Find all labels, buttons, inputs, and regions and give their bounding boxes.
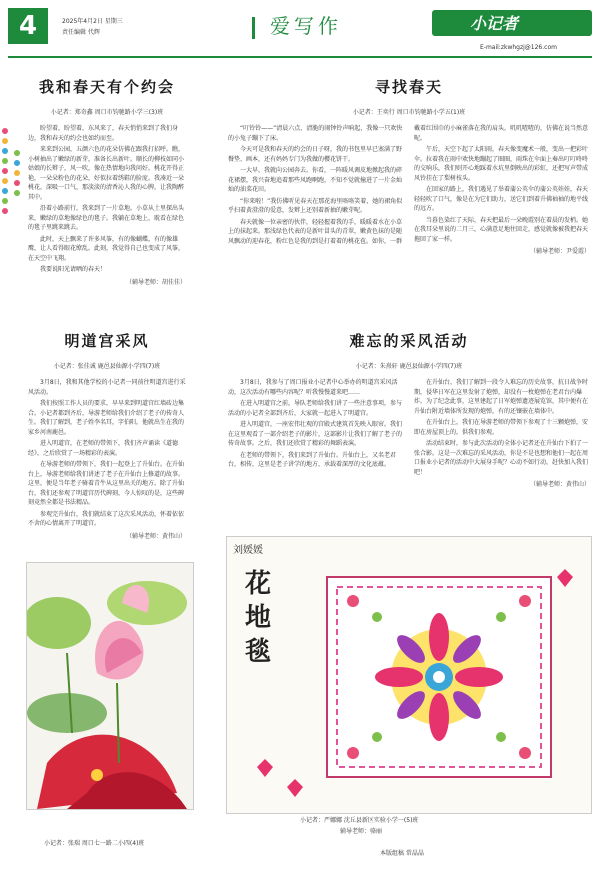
article-title: 明道宫采风 (64, 332, 150, 350)
article-paragraph: 3月8日，我参与了周口报业小记者中心举办的明道宫采风活动，这次活动有哪些内容呢？听我慢慢道来吧…… (228, 379, 398, 396)
article-paragraph: 午后，天空下起了太阳雨，春天像变魔术一般，变出一把彩叶伞。拉着我在雨中欢快地蹦起了圈圈，雨珠在伞面上奏出叮叮咚咚的交响乐，我们则开心地踩着水坑里倒映出的彩虹，还把写声带成风铃挂在了梨树枝头。 (414, 146, 589, 182)
article-paragraph: 在回家的路上，我们遇见了举着蒲公英伞的蒲公英娃娃，春天轻轻吹了口气，像是在为它们助力，送它们到着升佛袖袖的地平线的远方。 (414, 186, 589, 212)
lotus-illustration (27, 563, 193, 809)
article-paragraph: “叮铃铃——”清晨六点，清脆的闹钟铃声响起，我像一只欢快的小兔子蹦下了床。 (228, 125, 403, 142)
article-paragraph: 在老师的带领下，我们来到了升仙台。升仙台上，又名老君台，相传，这里是老子讲学的地方，承载着深厚的文化底蕴。 (228, 451, 397, 468)
article-paragraph: 在升仙台上，我们在导游老师的带领下参观了十三颗炮弹，安即在房屋顶上的，供我们参观。 (414, 419, 589, 436)
article-body (228, 124, 590, 255)
article-spring-date (28, 76, 186, 306)
article-byline: 小记者：王奕行 周口市钧驰路小学五(1)班 (352, 109, 466, 116)
article-paragraph: 我要说阳光请晒的春天！ (40, 266, 107, 273)
header-rule (8, 56, 592, 58)
article-paragraph: 盼望着，盼望着，东风来了，春天悄悄来到了我们身边，我和春天的约会也如约而至。 (28, 125, 179, 142)
section-title: 爱写作 (270, 14, 342, 38)
article-mingdao-palace (28, 330, 186, 556)
article-paragraph: “你来啦！”我仿佛听见春天在那花海里咯咯笑着，她的裙角似乎扫着黄澄澄的爱意，发辫上还别着新抽的嫩芽呢。 (228, 197, 403, 214)
article-paragraph: 在导游老师的带领下，我们一起登上了升仙台。在升仙台上，导游老师给我们讲述了老子在升仙台上修道的故事。这里，便是当年老子骑着青牛从这里出关的地方。除了升仙台，我们还参观了明道宫历代碑刻，今人惊叹的是，这些碑刻竟然全都是书法精品。 (28, 461, 185, 506)
article-paragraph: 一大早，我就向公园奔去。你看，一阵暖风调皮地掀起我的碎花裙摆，我兴奋地追着那些风跑啊跑，不知不觉就撞进了一片金灿灿的油菜花田。 (228, 167, 403, 193)
article-paragraph: 来来到公园，五颜六色的花朵仿佛在跟我打招呼。瞧，小树抽出了嫩绿的新芽，准备长出新叶。顺长的柳枝如同小姑娘的长辫子，风一吹，像在热情地向我问好。桃花开得正艳，一朵朵粉色的花朵，好似拉着绣鞋的脸庞。我凑近一朵桃花，深吸一口气，那淡淡的清香沁人我的心脾，让我陶醉其中。 (28, 146, 185, 201)
article-body (228, 378, 590, 488)
page-number: 4 (8, 8, 48, 44)
drawing-caption: 小记者：张瑞 周口七一路二小四(4)班 (44, 840, 145, 847)
article-paragraph: 进入明道宫，在老师的带领下，我们齐声诵读《道德经》，之后欣赏了一场精彩的表演。 (28, 440, 179, 457)
drawing-teacher: 辅导老师：骆丽 (340, 828, 383, 835)
article-paragraph: 3月8日，我和其他学校的小记者一同前往明道宫进行采风活动。 (28, 379, 186, 396)
article-memorable-trip (228, 330, 590, 526)
article-paragraph: 在进入明道宫之前，导队老师给我们讲了一些注意事项，参与活动的小记者全部到齐后，大家就一起进入了明道宫。 (228, 400, 403, 417)
article-title: 寻找春天 (374, 78, 443, 96)
flower-carpet-drawing (226, 536, 592, 814)
responsible-editor: 责任编辑 代辉 (62, 29, 100, 36)
contact-email: E-mail:zkwhgzj@126.com (480, 44, 557, 51)
article-paragraph: 活动结束时，参与此次活动的全体小记者还在升仙台下拍了一张合影。这是一次难忘的采风活动，你是不是也想和他们一起在周口报业小记者的活动中大展身手呢？心动不如行动，赶快加入我们吧！ (414, 440, 589, 476)
flower-carpet-illustration (227, 537, 591, 813)
issue-date: 2025年4月2日 星期三 (62, 18, 123, 25)
article-teacher: （辅导老师：胡佳佳） (125, 278, 186, 286)
article-paragraph: 春天就像一位亲密的伙伴，轻轻握着我的手，暖暖着水在小草上的抹起来。那浅绿色代表的是新叶冒头的青翠，嫩黄色抹的是随风飘动的迎春花，粉红色是我的到是打着着的桃花苞。如你，一群戴着红围巾的小麻雀落在我的肩头，叽叽喳喳的，仿佛在说当然意呢。 (228, 125, 589, 245)
article-byline: 小记者：张佳诚 鹿邑县仙源小学四(7)班 (53, 363, 161, 370)
article-title: 难忘的采风活动 (349, 332, 469, 350)
page-proofreader: 本版组稿 常晶晶 (380, 850, 424, 857)
article-paragraph: 此时，天上飘来了许多风筝，有的像蝴蝶，有的像雄鹰，让人看得眼花缭乱。此刻，我觉得自己也变成了风筝，在天空中飞翔。 (28, 235, 185, 262)
article-paragraph: 进入明道宫，一座宏伟壮观的宫殿式建筑首先映入眼帘。我们在这里观看了一部介绍老子的影片，这部影片让我们了解了老子的传奇故事。之后，我们还欣赏了精彩的舞蹈表演。 (228, 421, 403, 447)
brand-logo: 小记者 (470, 14, 519, 33)
article-paragraph: 参观完升仙台，我们就结束了这次采风活动，怀着依依不舍的心情离开了明道宫。 (28, 510, 185, 527)
drawing-caption: 小记者：严娜娜 沈丘县新区实验小学一(5)班 (300, 817, 419, 824)
article-paragraph: 沿着小路前行，我来到了一片草地。小草从土里探出头来，嫩绿的草地像绿色的毯子。我躺在草地上，耽看在绿色的毯子里跳来跳去。 (28, 205, 185, 231)
lotus-drawing (26, 562, 194, 810)
drawing-corner-text: 刘媛媛 (233, 545, 263, 556)
article-finding-spring (228, 76, 590, 344)
section-divider (252, 17, 255, 39)
article-title: 我和春天有个约会 (38, 78, 175, 96)
article-paragraph: 当暮色染红了天际，春天把最后一朵晚霞别在着晨的发梢。她在我耳朵里说的二月三，心满意足地往回走，感觉就像被我把春天拖回了家一样。 (414, 216, 589, 243)
article-teacher: （辅导老师：黄伟山） (529, 481, 590, 488)
article-teacher: （辅导老师：尹爱霞） (529, 248, 590, 255)
article-byline: 小记者：朱熹轩 鹿邑县仙源小学四(7)班 (355, 363, 463, 370)
drawing-handwritten-title: 花地毯 (245, 569, 272, 667)
article-byline: 小记者：郑奇鑫 周口市钧驰路小学三(3)班 (50, 109, 164, 116)
decorative-dots (2, 128, 8, 218)
article-paragraph: 在升仙台，我们了解到一段令人难忘的历史故事，抗日战争时期，侵华日军在这里发射了炮弹，却没有一枚炮弹在老君台内爆炸。为了纪念此事，这里建起了日军炮弹遗迹展览馆，其中便有在升仙台附近墙体所发现的炮弹，有的还镶嵌在墙体中。 (414, 379, 589, 415)
article-teacher: （辅导老师：黄伟山） (125, 532, 186, 540)
article-paragraph: 今天可是我和春天的约会的日子呀，我的书包里早已塞满了野餐垫、画本，还有妈妈专门为我做的樱花饼干。 (228, 146, 403, 163)
article-paragraph: 我们按照工作人员的要求，早早来到明道宫红墙砖边集合。小记者都到齐后，导游老师给我们介绍了老子的传奇人生。我们了解到，老子姓李名耳，字伯阳，他就出生在我的家乡河南鹿邑。 (28, 400, 185, 436)
decorative-dots-2 (14, 150, 20, 200)
